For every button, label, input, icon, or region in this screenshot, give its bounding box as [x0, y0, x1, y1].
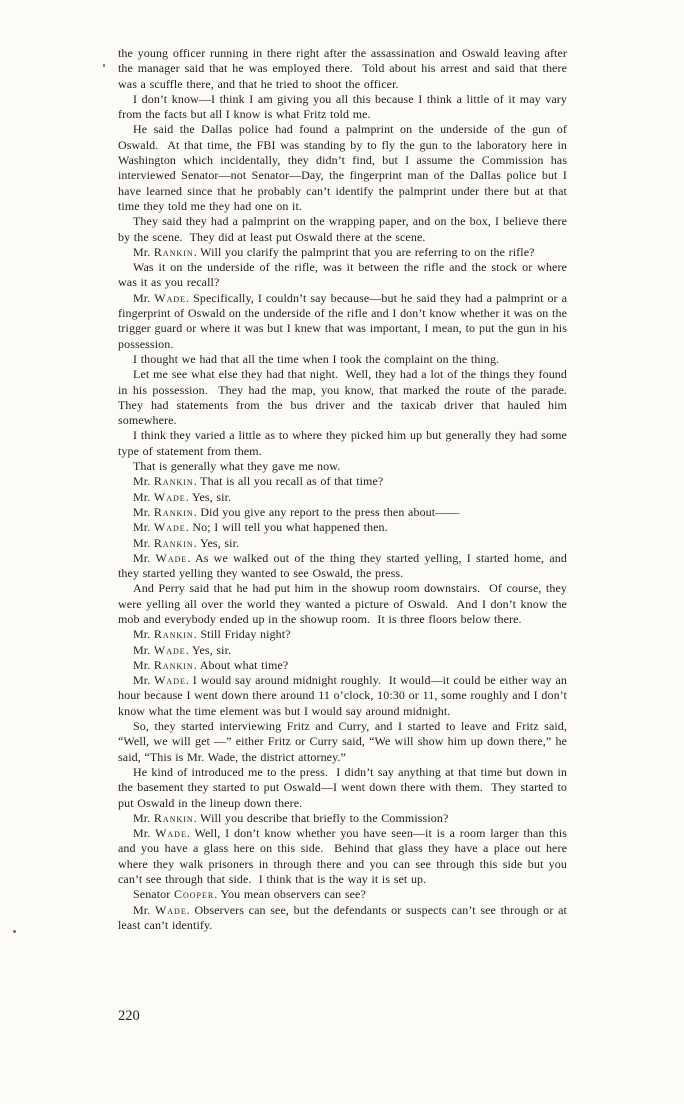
speaker-name: Wade [153, 520, 186, 535]
paragraph-text: . That is all you recall as of that time? [193, 474, 384, 489]
paragraph-text: Mr. [133, 642, 154, 657]
paragraph [118, 826, 571, 887]
scan-speck [13, 930, 16, 933]
paragraph [118, 490, 567, 505]
paragraph [118, 91, 571, 123]
paragraph-text: . Well, I don’t know whether you have seen—it is a room larger than this and you have a glass here on this side. Behind that glass they have a place out here where they walk prisoners in through there and you can see through this side but you can’t see through that side. I think that is the way it is set up. [118, 826, 571, 887]
paragraph [118, 643, 567, 658]
paragraph [118, 428, 571, 459]
paragraph-text: Mr. [133, 657, 154, 672]
speaker-name: Wade [153, 489, 186, 504]
paragraph [118, 902, 571, 934]
paragraph [118, 673, 571, 719]
paragraph-text: . Still Friday night? [193, 627, 291, 642]
speaker-name: Rankin [153, 535, 194, 550]
speaker-name: Rankin [153, 474, 194, 489]
paragraph-text: Senator [133, 887, 174, 902]
paragraph-text: Was it on the underside of the rifle, was it between the rifle and the stock or where was it as you recall? [118, 260, 571, 290]
paragraph [118, 474, 567, 489]
paragraph [118, 260, 571, 291]
paragraph [118, 46, 571, 92]
speaker-name: Wade [155, 550, 188, 565]
paragraph-text: And Perry said that he had put him in the showup room downstairs. Of course, they were yelling all over the world they wanted a picture of Oswald. And I don’t know the mob and everybody ended up in the showup room. It is three floors below there. [118, 581, 571, 626]
paragraph-text: Mr. [133, 535, 154, 550]
speaker-name: Rankin [153, 627, 194, 642]
paragraph-text: . No; I will tell you what happened then. [185, 520, 388, 535]
paragraph-text: . About what time? [193, 657, 289, 672]
speaker-name: Cooper [173, 887, 215, 902]
paragraph-text: the young officer running in there right after the assassination and Oswald leaving after the manager said that he was employed there. Told about his arrest and said that there was a scuffle there, and that he tried to shoot the officer. [118, 46, 571, 91]
paragraph-text: . Yes, sir. [185, 642, 232, 657]
paragraph-text: They said they had a palmprint on the wrapping paper, and on the box, I believe there by the scene. They did at least put Oswald there at the scene. [118, 214, 571, 244]
paragraph-text: . As we walked out of the thing they started yelling, I started home, and they started yelling they wanted to see Oswald, the press. [118, 550, 571, 581]
paragraph-text: . Will you describe that briefly to the Commission? [193, 810, 449, 825]
paragraph [118, 719, 571, 765]
paragraph-text: Mr. [133, 474, 154, 489]
paragraph-text: Mr. [133, 627, 154, 642]
paragraph-text: He kind of introduced me to the press. I didn’t say anything at that time but down in the basement they started to put Oswald—I went down there with them. They started to put Oswald in the lineup down there. [118, 764, 571, 810]
paragraph [118, 627, 567, 642]
paragraph [118, 214, 571, 245]
paragraph-text: Mr. [133, 504, 154, 519]
page-text [118, 46, 575, 933]
paragraph [118, 811, 567, 826]
paragraph [118, 658, 567, 673]
paragraph-text: Let me see what else they had that night. Well, they had a lot of the things they found in his possession. They had the map, you know, that marked the route of the parade. They had statements from the bus driver and the taxicab driver that hauled him somewhere. [118, 367, 575, 428]
paragraph-text: . Specifically, I couldn’t say because—but he said they had a palmprint or a fingerprint of Oswald on the underside of the rifle and I don’t know whether it was on the trigger guard or where it was but I knew that was important, I mean, to put the gun in his possession. [118, 290, 571, 351]
paragraph-text: I don’t know—I think I am giving you all this because I think a little of it may vary from the facts but all I know is what Fritz told me. [118, 91, 571, 122]
speaker-name: Rankin [153, 244, 194, 259]
paragraph [118, 352, 567, 367]
paragraph [118, 887, 567, 902]
paragraph-text: Mr. [133, 810, 154, 825]
paragraph-text: Mr. [133, 290, 155, 305]
paragraph [118, 764, 571, 811]
speaker-name: Wade [153, 642, 186, 657]
speaker-name: Wade [154, 290, 187, 305]
paragraph-text: He said the Dallas police had found a palmprint on the underside of the gun of Oswald. At that time, the FBI was standing by to fly the gun to the laboratory here in Washington which incidentally, they didn’t find, but I assume the Commission has interviewed Senator—not Senator—Day, the fingerprint man of the Dallas police but I have learned since that he probably can’t identify the palmprint under there but at that time they told me they had one on it. [118, 122, 571, 213]
paragraph-text: Mr. [133, 673, 155, 688]
paragraph [118, 581, 571, 627]
paragraph [118, 367, 575, 428]
paragraph-text: Mr. [133, 826, 156, 841]
page-number: 220 [118, 1008, 140, 1024]
paragraph [118, 290, 571, 352]
speaker-name: Wade [154, 673, 186, 688]
speaker-name: Wade [154, 902, 187, 917]
speaker-name: Wade [155, 826, 187, 841]
paragraph [118, 550, 571, 582]
paragraph-text: . You mean observers can see? [214, 887, 366, 902]
scan-speck [103, 64, 105, 67]
paragraph-text: . Yes, sir. [193, 535, 240, 550]
paragraph-text: . Will you clarify the palmprint that you are referring to on the rifle? [193, 244, 535, 259]
paragraph-text: . Yes, sir. [185, 489, 232, 504]
paragraph [118, 459, 567, 474]
paragraph-text: . I would say around midnight roughly. It would—it could be either way an hour because I went down there around 11 o’clock, 10:30 or 11, some roughly and I don’t know what the time element was but I would say around midnight. [118, 673, 571, 718]
paragraph [118, 122, 571, 214]
paragraph-text: . Observers can see, but the defendants or suspects can’t see through or at least can’t identify. [118, 902, 571, 932]
paragraph [118, 245, 567, 260]
paragraph [118, 505, 567, 520]
paragraph-text: Mr. [133, 489, 154, 504]
speaker-name: Rankin [153, 810, 194, 825]
paragraph-text: So, they started interviewing Fritz and Curry, and I started to leave and Fritz said, “Well, we will get —” either Fritz or Curry said, “We will show him up down there,” he said, “This is Mr. Wade, the district attorney.” [118, 719, 571, 764]
paragraph-text: I thought we had that all the time when I took the complaint on the thing. [133, 351, 500, 366]
paragraph-text: Mr. [133, 520, 154, 535]
speaker-name: Rankin [153, 657, 194, 672]
paragraph-text: . Did you give any report to the press then about—— [193, 504, 460, 519]
paragraph [118, 536, 567, 551]
paragraph-text: Mr. [133, 244, 154, 259]
paragraph-text: I think they varied a little as to where they picked him up but generally they had some type of statement from them. [118, 428, 571, 458]
paragraph [118, 520, 567, 535]
paragraph-text: Mr. [133, 550, 156, 565]
speaker-name: Rankin [153, 504, 194, 519]
paragraph-text: That is generally what they gave me now. [133, 459, 341, 474]
paragraph-text: Mr. [133, 902, 155, 917]
